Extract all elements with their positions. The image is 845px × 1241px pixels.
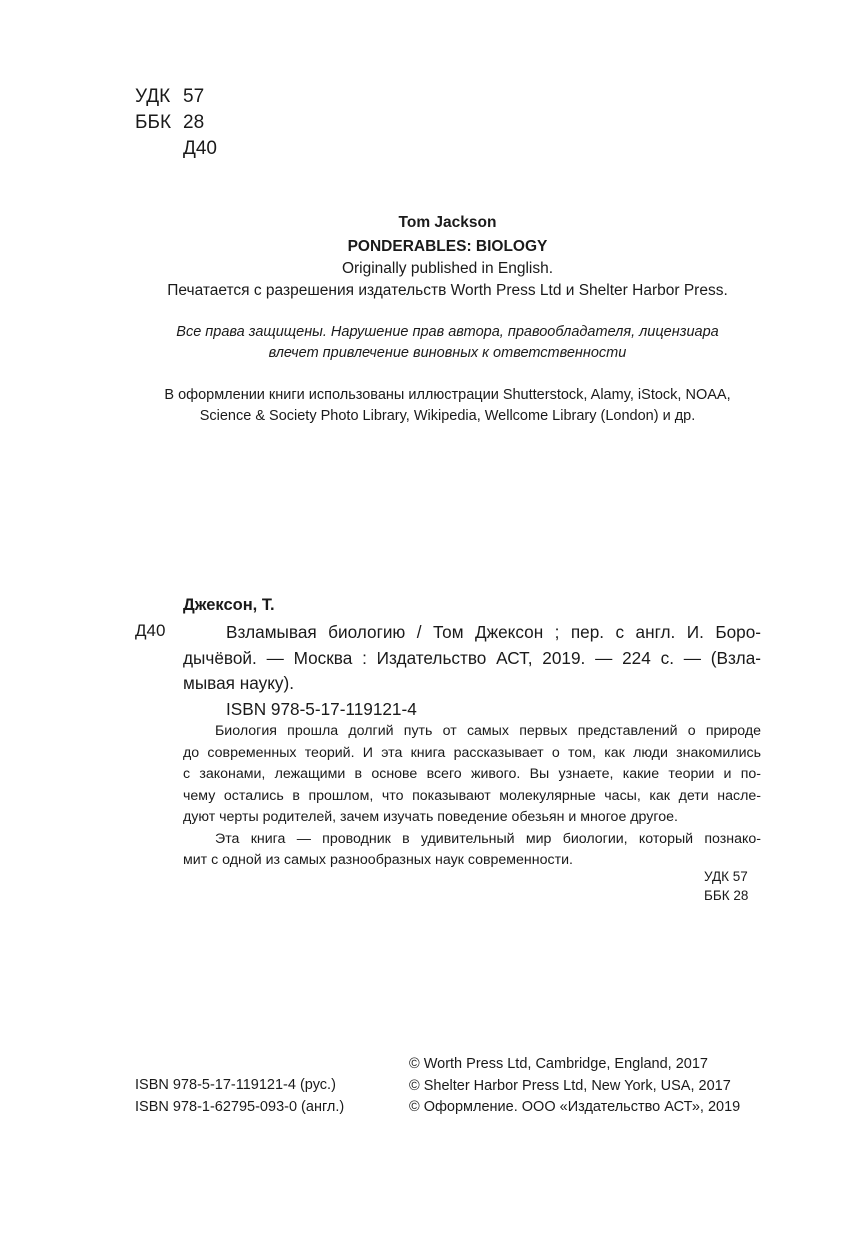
card-isbn: ISBN 978-5-17-119121-4 [226,698,417,719]
annotation-line: Эта книга — проводник в удивительный мир биологии, который познако- [215,830,761,847]
illustrations-line-1: В оформлении книги использованы иллюстрации Shutterstock, Alamy, iStock, NOAA, [164,387,731,403]
description-line-2: дычёвой. — Москва : Издательство АСТ, 2019. — 224 с. — (Взла- [183,647,761,668]
original-note: Originally published in English. [341,260,554,277]
annotation-line: до современных теорий. И эта книга рассказывает о том, как люди знакомились [183,744,761,761]
annotation-line: с законами, лежащими в основе всего живого. Вы узнаете, какие теории и по- [183,766,761,782]
bbk-value: 28 [183,112,205,133]
illustrations-line-2: Science & Society Photo Library, Wikipedia, Wellcome Library (London) и др. [199,408,696,424]
isbn-en: ISBN 978-1-62795-093-0 (англ.) [135,1098,345,1115]
annotation-line: мит с одной из самых разнообразных наук современности. [183,852,573,868]
copyright-block [409,1054,740,1119]
copyright-line-1: © Worth Press Ltd, Cambridge, England, 2017 [409,1056,708,1072]
description-line-1: Взламывая биологию / Том Джексон ; пер. с англ. И. Боро- [226,622,761,642]
copyright-line-2: © Shelter Harbor Press Ltd, New York, USA, 2017 [409,1077,731,1094]
bbk-line [135,110,217,136]
card-annotation [183,721,761,872]
card-bbk: ББК 28 [704,888,749,903]
card-description [183,620,761,722]
rights-line-2: влечет привлечение виновных к ответственности [268,345,627,361]
author-mark: Д40 [183,138,218,159]
permission-note: Печатается с разрешения издательств Worth Press Ltd и Shelter Harbor Press. [167,282,728,299]
card-codes [704,867,748,905]
classification-block [135,84,217,162]
copyright-line-3: © Оформление. ООО «Издательство АСТ», 2019 [409,1099,741,1115]
udk-value: 57 [183,86,205,107]
card-author: Джексон, Т. [183,596,275,614]
description-line-3: мывая науку). [183,673,295,693]
title-en: PONDERABLES: BIOLOGY [347,238,548,255]
rights-line-1: Все права защищены. Нарушение прав автора, правообладателя, лицензиара [176,324,719,340]
bbk-label: ББК [135,112,172,133]
annotation-line: чему остались в прошлом, что показывают молекулярные часы, как дети наслe- [183,787,761,804]
card-udk: УДК 57 [704,869,748,884]
annotation-line: Биология прошла долгий путь от самых первых представлений о природе [215,723,761,739]
udk-label: УДК [135,86,171,107]
annotation-line: дуют черты родителей, зачем изучать поведение обезьян и многое другое. [183,809,678,825]
author-en: Tom Jackson [398,214,497,231]
isbn-block [135,1075,344,1118]
isbn-ru: ISBN 978-5-17-119121-4 (рус.) [135,1077,336,1093]
udk-line [135,84,217,110]
card-code: Д40 [135,621,166,640]
